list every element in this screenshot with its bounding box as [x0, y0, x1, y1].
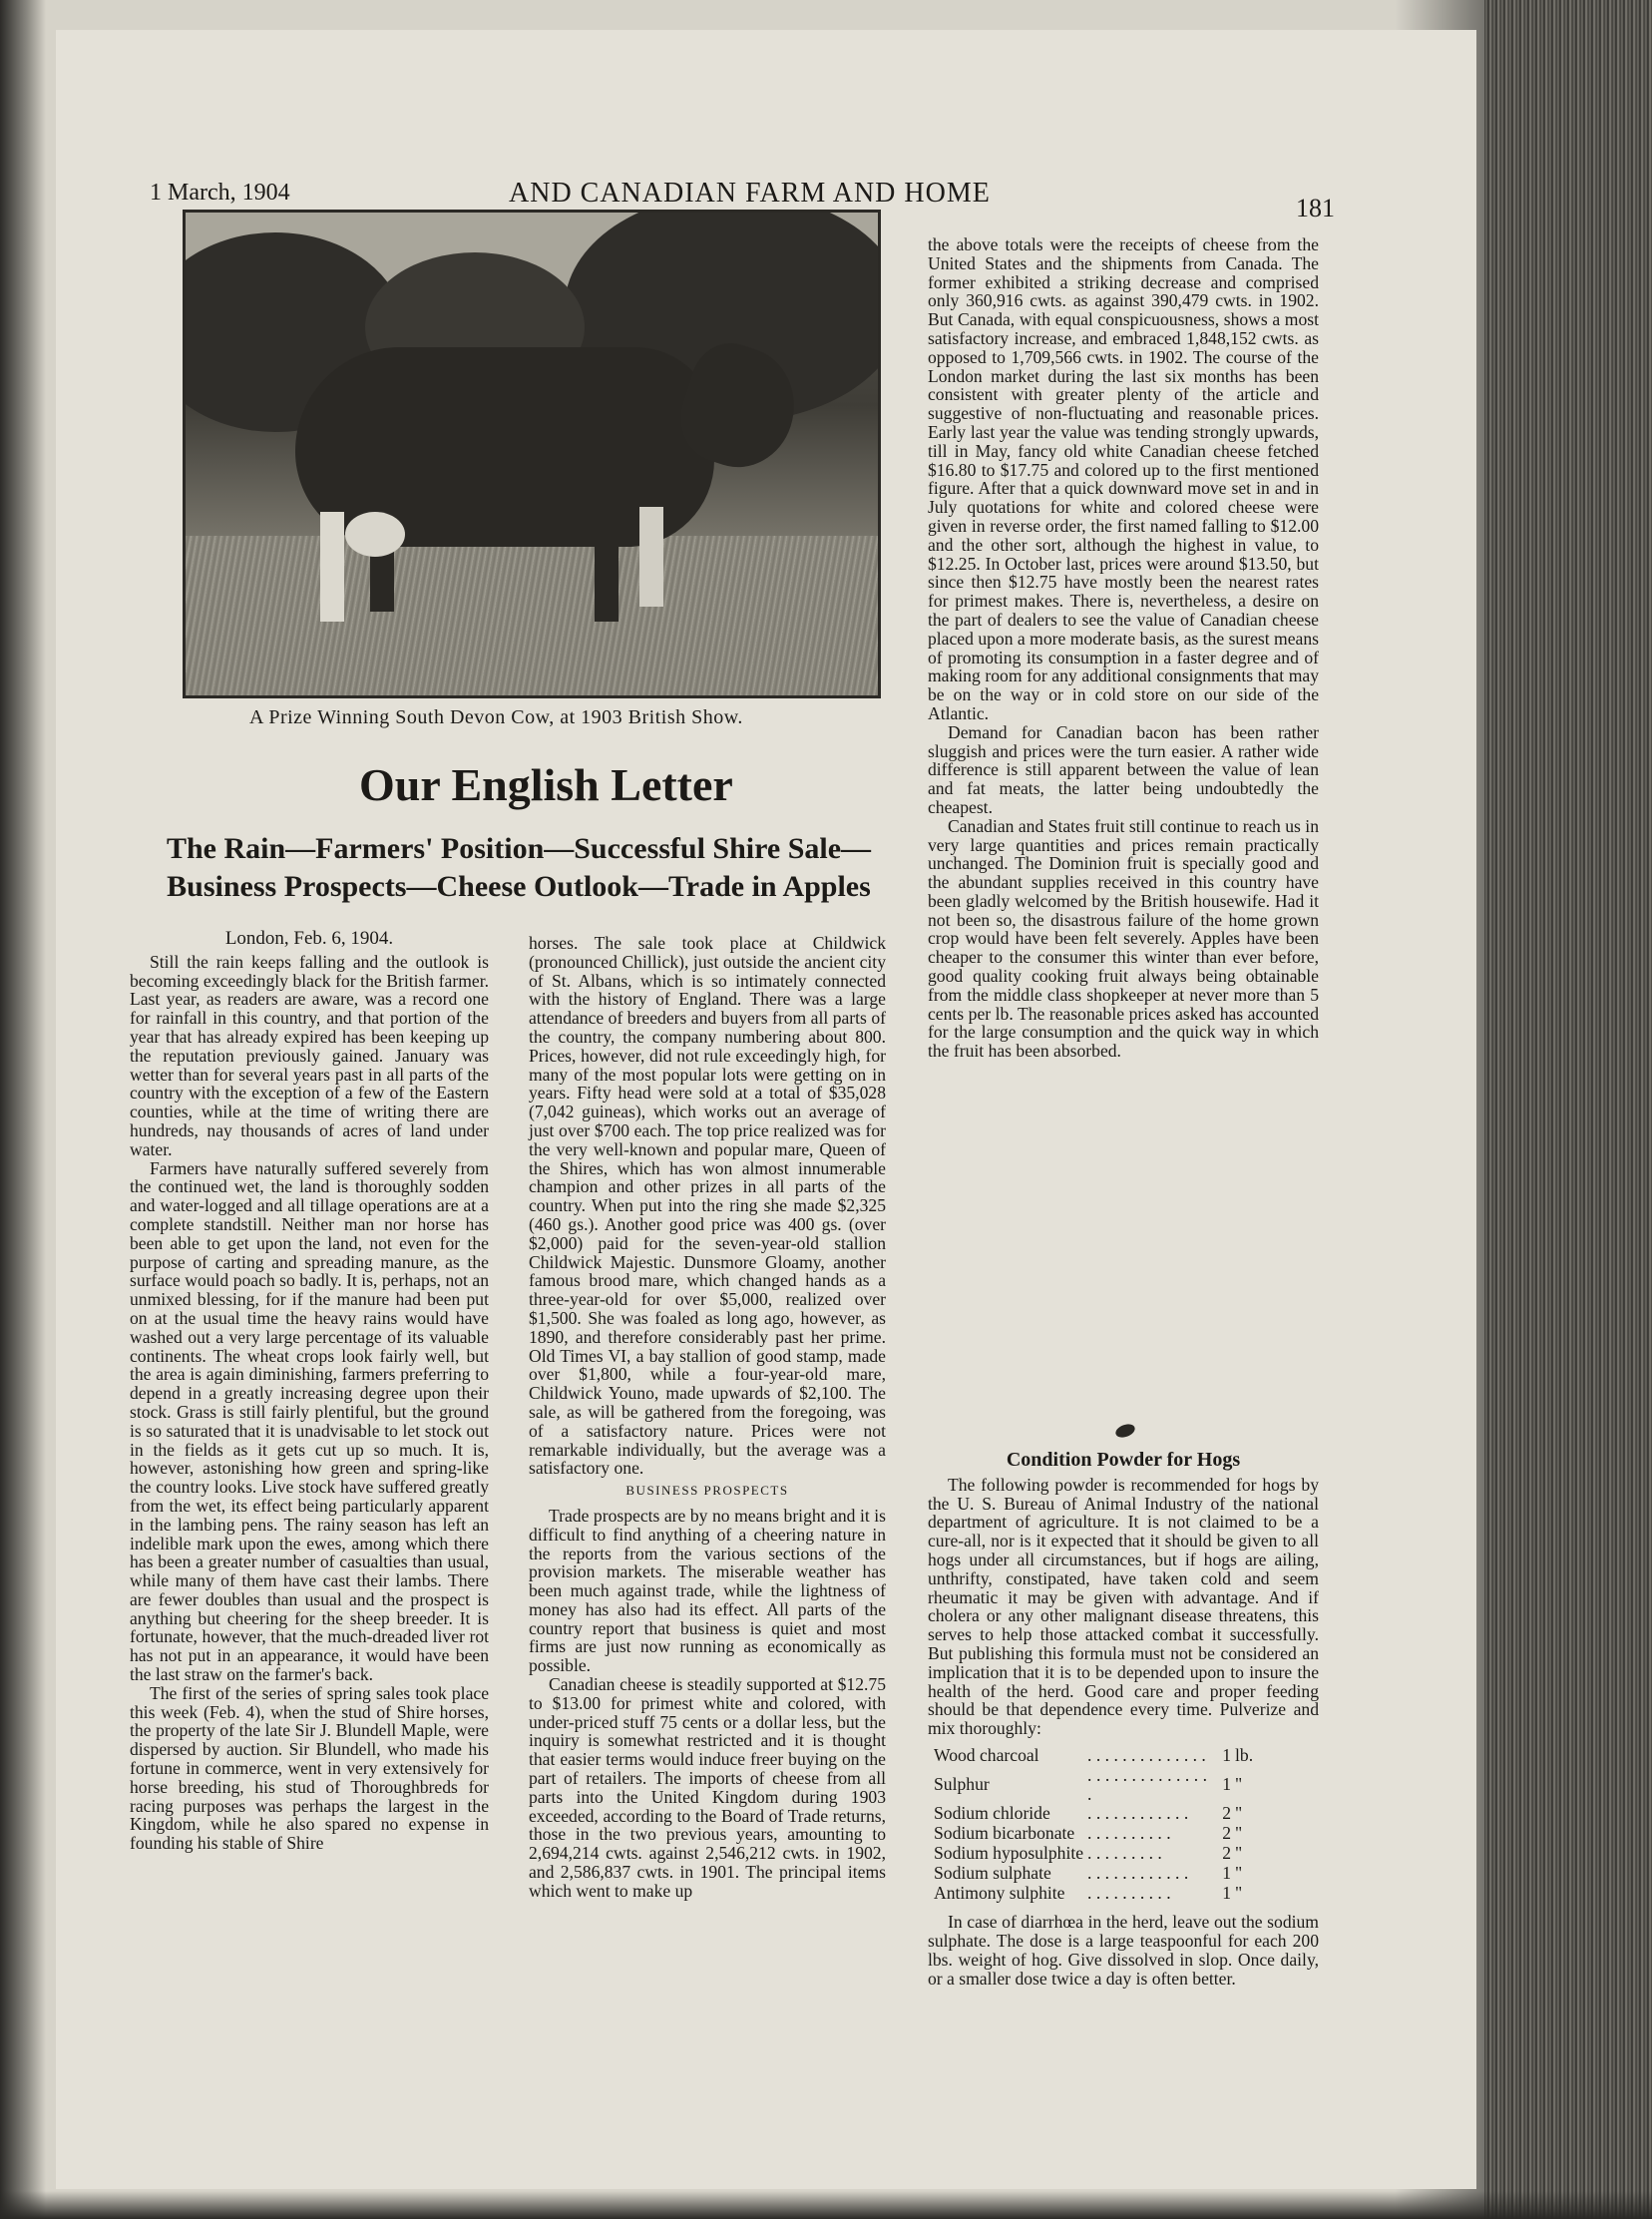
recipe-table [934, 1746, 1263, 1903]
recipe-row: Sulphur . . . . . . . . . . . . . . . 1 " [934, 1764, 1243, 1804]
dateline: London, Feb. 6, 1904. [224, 928, 394, 949]
paragraph: Canadian cheese is steadily supported at $12.75 to $13.00 for primest white and colored, with under-priced stuff 75 cents or a dollar less, but the inquiry is somewhat restricted and it is thought that easier terms would induce freer buying on the part of retailers. The imports of cheese from all parts into the United Kingdom during 1903 exceeded, according to the Board of Trade returns, those in the two previous years, amounting to 2,694,214 cwts. against 2,546,212 cwts. in 1902, and 2,586,837 cwts. in 1901. The principal items which went to make up [529, 1674, 886, 1901]
sidebar-article [928, 1451, 1319, 1989]
paragraph: the above totals were the receipts of cheese from the United States and the shipments from Canada. The former exhibited a striking decrease and comprised only 360,916 cwts. as against 390,479 cwts. in 1902. But Canada, with equal conspicuousness, shows a most satisfactory increase, and embraced 1,848,152 cwts. as opposed to 1,709,566 cwts. in 1902. The course of the London market during the last six months has been consistent with greater plenty of the article and suggestive of non-fluctuating and reasonable prices. Early last year the value was tending strongly upwards, till in May, fancy old white Canadian cheese fetched $16.80 to $17.75 and colored up to the first mentioned figure. After that a quick downward move set in and in July quotations for white and colored cheese were given in reverse order, the first named falling to $12.00 and the other sort, although the highest in value, to $12.25. In October last, prices were around $13.50, but since then $12.75 have mostly been the nearest rates for primest makes. There is, nevertheless, a desire on the part of dealers to see the value of Canadian cheese placed upon a more moderate basis, as the surest means of promoting its consumption in a faster degree and of making room for any additional consignments that may be on the way or in cold store on our side of the Atlantic. [928, 234, 1319, 723]
page-number: 181 [1296, 194, 1335, 222]
column-1 [130, 930, 489, 1853]
book-page-edges [1484, 0, 1652, 2219]
sidebar-title: Condition Powder for Hogs [1006, 1449, 1241, 1471]
column-2 [529, 934, 886, 1901]
paragraph: The first of the series of spring sales took place this week (Feb. 4), when the stud of Shire horses, the property of the late Sir J. Blundell Maple, were dispersed by auction. Sir Blundell, who made his fortune in commerce, went in very extensively for horse breeding, his stud of Thoroughbreds for racing purposes was perhaps the largest in the Kingdom, while he also spared no expense in founding his stable of Shire [130, 1682, 489, 1854]
recipe-row: Sodium chloride . . . . . . . . . . . . 2 " [934, 1803, 1243, 1824]
book-left-edge [0, 0, 46, 2219]
recipe-row: Antimony sulphite . . . . . . . . . . 1 " [934, 1882, 1243, 1903]
paragraph: Farmers have naturally suffered severely from the continued wet, the land is thoroughly sodden and water-logged and all tillage operations are at a complete standstill. Neither man nor horse has been able to get upon the land, not even for the purpose of carting and spreading manure, as the surface would poach so badly. It is, perhaps, not an unmixed blessing, for if the manure had been put on at the usual time the heavy rains would have washed out a very large percentage of its valuable continents. The wheat crops look fairly well, but the area is again diminishing, farmers preferring to depend in a greatly increasing degree upon their stock. Grass is still fairly plentiful, but the ground is so saturated that it is unadvisable to let stock out in the fields as it gets cut up so much. It is, however, astonishing how green and spring-like the country looks. Live stock have suffered greatly from the wet, its effect being particularly apparent in the lambing pens. The rainy season has left an indelible mark upon the ewes, among which there has been a greater number of casualties than usual, while many of them have cast their lambs. There are fewer doubles than usual and the prospect is anything but cheering for the sheep breeder. It is fortunate, however, that the much-dreaded liver rot has not put in an appearance, it would have been the last straw on the farmer's back. [130, 1157, 489, 1685]
recipe-row: Wood charcoal . . . . . . . . . . . . . . 1 lb. [934, 1744, 1254, 1765]
running-header [150, 172, 1335, 222]
section-heading: BUSINESS PROSPECTS [625, 1483, 789, 1499]
paragraph: Still the rain keeps falling and the outlook is becoming exceedingly black for the British farmer. Last year, as readers are aware, was a record one for rainfall in this country, and that portion of the year that has already expired has been keeping up the reputation previously gained. January was wetter than for several years past in all parts of the country with the exception of a few of the Eastern counties, while at the time of writing there are hundreds, nay thousands of acres of land under water. [130, 951, 489, 1159]
publication-title: AND CANADIAN FARM AND HOME [509, 178, 991, 209]
cow-photograph [183, 210, 881, 698]
paragraph: Trade prospects are by no means bright and it is difficult to find anything of a cheering nature in the reports from the various sections of the provision markets. The miserable weather has been much against trade, while the lightness of money has also had its effect. All parts of the country report that business is quiet and most firms are just now running as economically as possible. [529, 1505, 886, 1676]
paragraph: In case of diarrhœa in the herd, leave out the sodium sulphate. The dose is a large teaspoonful for each 200 lbs. weight of hog. Give dissolved in slop. Once daily, or a smaller dose twice a day is often better. [928, 1912, 1319, 1989]
issue-date: 1 March, 1904 [150, 180, 290, 206]
column-3 [928, 235, 1319, 1061]
recipe-row: Sodium bicarbonate . . . . . . . . . . 2 " [934, 1823, 1243, 1844]
paragraph: Demand for Canadian bacon has been rather sluggish and prices were the turn easier. A rather wide difference is still apparent between the value of lean and fat meats, the latter being undoubtedly the cheapest. [928, 721, 1319, 817]
paragraph: The following powder is recommended for hogs by the U. S. Bureau of Animal Industry of the national department of agriculture. It is not claimed to be a cure-all, nor is it expected that it should be given to all hogs under all circumstances, but if hogs are ailing, unthrifty, constipated, have taken cold and seem rheumatic it may be given with advantage. And if cholera or any other malignant disease threatens, this serves to help those attacked combat it successfully. But publishing this formula must not be considered an implication that it is to be depended upon to insure the health of the herd. Good care and proper feeding should be that dependence every time. Pulverize and mix thoroughly: [928, 1474, 1319, 1739]
recipe-row: Sodium hyposulphite . . . . . . . . . 2 " [934, 1842, 1243, 1863]
article-subtitle: The Rain—Farmers' Position—Successful Shire Sale—Business Prospects—Cheese Outlook—Trade in Apples [166, 832, 872, 903]
recipe-row: Sodium sulphate . . . . . . . . . . . . 1 " [934, 1862, 1243, 1883]
paragraph: horses. The sale took place at Childwick (pronounced Chillick), just outside the ancient city of St. Albans, which is so intimately connected with the history of England. There was a large attendance of breeders and buyers from all parts of the country, the company numbering about 800. Prices, however, did not rule exceedingly high, for many of the most popular lots were getting on in years. Fifty head were sold at a total of $35,028 (7,042 guineas), which works out an average of just over $700 each. The top price realized was for the very well-known and popular mare, Queen of the Shires, which has won almost innumerable champion and other prizes in all parts of the country. When put into the ring she made $2,325 (460 gs.). Another good price was 400 gs. (over $2,000) paid for the seven-year-old stallion Childwick Majestic. Dunsmore Gloamy, another famous brood mare, which changed hands as a three-year-old for over $5,000, realized over $1,500. She was foaled as long ago, however, as 1890, and therefore considerably past her prime. Old Times VI, a bay stallion of good stamp, made over $1,800, while a four-year-old mare, Childwick Youno, made upwards of $2,100. The sale, as will be gathered from the foregoing, was of a satisfactory nature. Prices were not remarkable individually, but the average was a satisfactory one. [529, 933, 886, 1479]
photo-caption: A Prize Winning South Devon Cow, at 1903 British Show. [249, 706, 743, 728]
article-title: Our English Letter [359, 759, 733, 810]
book-bottom-edge [0, 2191, 1652, 2219]
paragraph: Canadian and States fruit still continue to reach us in very large quantities and prices remain practically unchanged. The Dominion fruit is specially good and the abundant supplies received in this country have been gladly welcomed by the British housewife. Had it not been so, the disastrous failure of the home grown crop would have been felt severely. Apples have been cheaper to the consumer this winter than ever before, good quality cooking fruit always being obtainable from the middle class shopkeeper at never more than 5 cents per lb. The reasonable prices asked has accounted for the large consumption and the quick way in which the fruit has been absorbed. [928, 815, 1319, 1062]
